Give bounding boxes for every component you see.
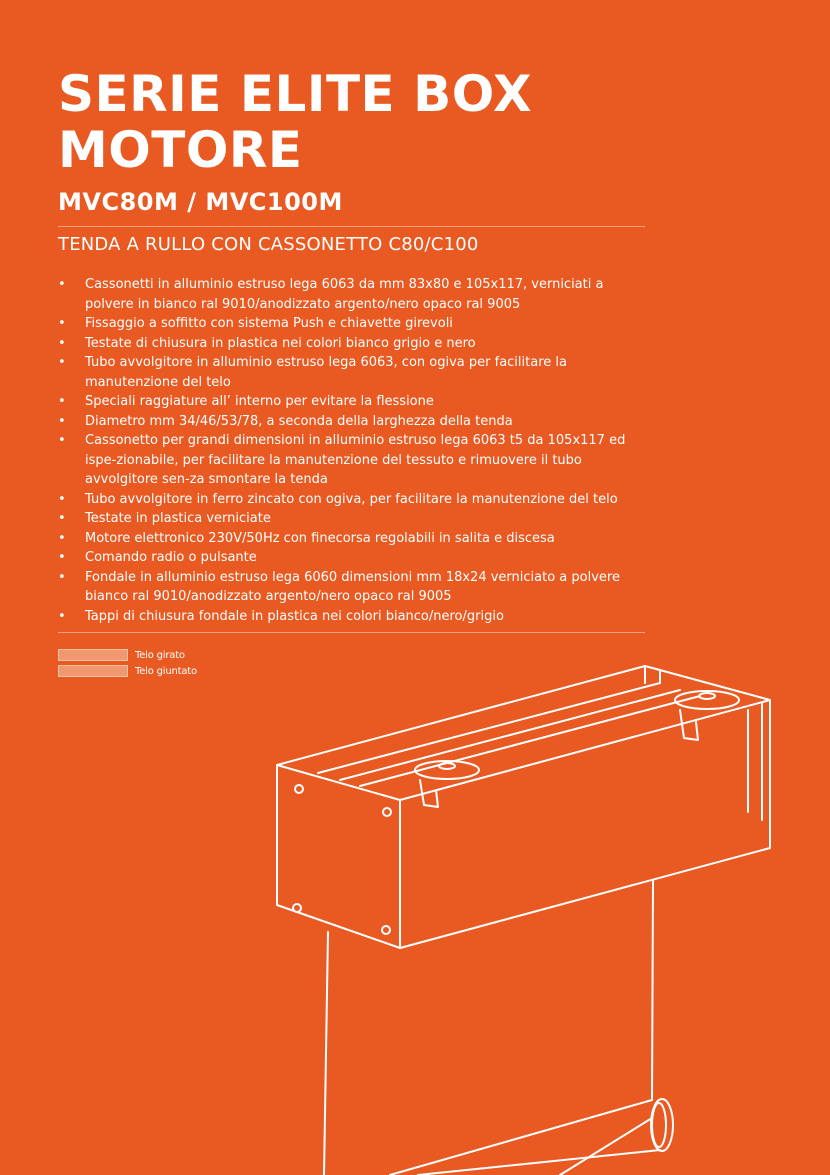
feature-item: • Fondale in alluminio estruso lega 6060 dimensioni mm 18x24 verniciato a polvere bianco ral 9010/anodizzato argento/nero opaco ral 9005 [58,568,646,607]
feature-item: • Speciali raggiature all’ interno per evitare la flessione [58,392,646,412]
feature-item: • Tappi di chiusura fondale in plastica nei colori bianco/nero/grigio [58,607,646,627]
feature-item: • Fissaggio a soffitto con sistema Push e chiavette girevoli [58,314,646,334]
legend-label: Telo girato [135,649,185,661]
feature-item: • Tubo avvolgitore in alluminio estruso lega 6063, con ogiva per facilitare la manutenzione del telo [58,353,646,392]
bottom-bar [390,1099,673,1175]
model-codes: MVC80M / MVC100M [58,188,343,216]
feature-item: • Testate di chiusura in plastica nei colori bianco grigio e nero [58,334,646,354]
feature-item: • Comando radio o pulsante [58,548,646,568]
title-line-1: SERIE ELITE BOX [58,65,533,123]
feature-item: • Testate in plastica verniciate [58,509,646,529]
legend-label: Telo giuntato [135,665,197,677]
title-line-2: MOTORE [58,121,303,179]
feature-item: • Cassonetto per grandi dimensioni in alluminio estruso lega 6063 t5 da 105x117 ed ispe-zionabile, per facilitare la manutenzione del tessuto e rimuovere il tubo avvolgitore sen-za smontare la tenda [58,431,646,490]
feature-item: • Diametro mm 34/46/53/78, a seconda della larghezza della tenda [58,412,646,432]
feature-item: • Cassonetti in alluminio estruso lega 6063 da mm 83x80 e 105x117, verniciati a polvere in bianco ral 9010/anodizzato argento/nero opaco ral 9005 [58,275,646,314]
product-subtitle: TENDA A RULLO CON CASSONETTO C80/C100 [58,234,479,255]
feature-item: • Motore elettronico 230V/50Hz con finecorsa regolabili in salita e discesa [58,529,646,549]
ceiling-clip-back [675,691,739,740]
feature-item: • Tubo avvolgitore in ferro zincato con ogiva, per facilitare la manutenzione del telo [58,490,646,510]
